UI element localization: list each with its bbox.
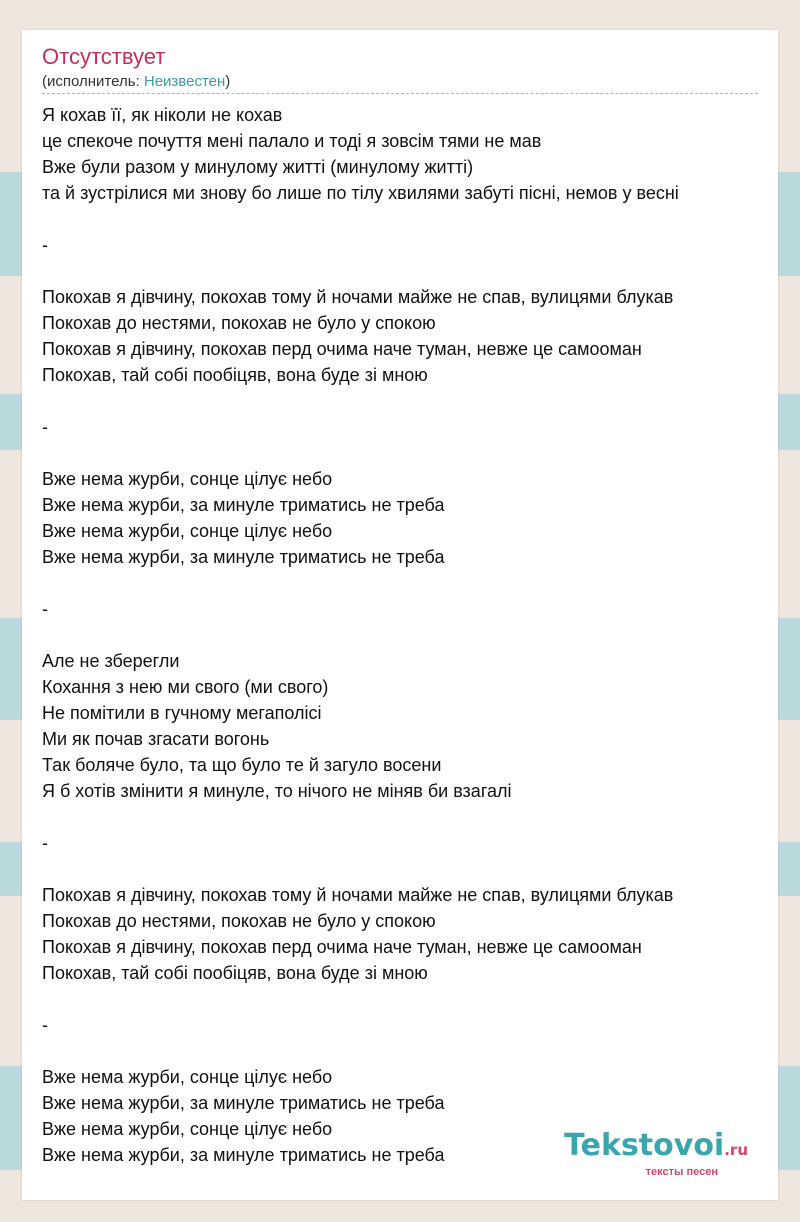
title-divider [42,93,758,94]
lyric-blank-line [42,856,772,882]
lyric-separator: - [42,235,48,255]
lyric-blank-line [42,1038,772,1064]
lyric-line: Покохав до нестями, покохав не було у спокою [42,911,436,931]
site-logo[interactable] [564,1130,748,1178]
lyric-line: Вже нема журби, за минуле триматись не треба [42,1093,445,1113]
lyric-line: Так боляче було, та що було те й загуло восени [42,755,442,775]
lyric-line: Покохав я дівчину, покохав тому й ночами майже не спав, вулицями блукав [42,885,674,905]
lyric-blank-line [42,986,772,1012]
artist-prefix: (исполнитель: [42,73,144,90]
song-title: Отсутствует [42,44,166,69]
lyric-line: це спекоче почуття мені палало и тоді я зовсім тями не мав [42,131,542,151]
lyric-line: Вже нема журби, за минуле триматись не треба [42,1145,445,1165]
lyric-blank-line [42,570,772,596]
lyric-line: Покохав я дівчину, покохав перд очима наче туман, невже це самооман [42,937,642,957]
logo-subtitle: тексты песен [645,1166,718,1178]
lyric-separator: - [42,417,48,437]
lyric-blank-line [42,804,772,830]
lyric-line: Але не зберегли [42,651,180,671]
lyric-line: та й зустрілися ми знову бо лише по тілу хвилями забуті пісні, немов у весні [42,183,679,203]
lyric-line: Покохав я дівчину, покохав перд очима наче туман, невже це самооман [42,339,642,359]
logo-main-text: Tekstovoi [564,1128,725,1163]
lyric-blank-line [42,388,772,414]
lyric-line: Вже нема журби, сонце цілує небо [42,1119,333,1139]
lyrics-body [42,102,772,1168]
lyric-blank-line [42,206,772,232]
lyric-line: Вже були разом у минулому житті (минулому житті) [42,157,474,177]
logo-wordmark [564,1130,748,1166]
lyric-line: Вже нема журби, сонце цілує небо [42,521,333,541]
artist-line [42,73,230,91]
lyric-line: Покохав до нестями, покохав не було у спокою [42,313,436,333]
lyric-separator: - [42,833,48,853]
artist-link[interactable]: Неизвестен [143,73,226,90]
logo-tld: .ru [724,1141,748,1159]
artist-suffix: ) [225,73,231,90]
lyric-separator: - [42,1015,48,1035]
lyric-line: Вже нема журби, сонце цілує небо [42,469,333,489]
lyric-line: Кохання з нею ми свого (ми свого) [42,677,329,697]
lyrics-card [22,30,778,1200]
lyric-blank-line [42,622,772,648]
lyric-separator: - [42,599,48,619]
lyric-line: Вже нема журби, за минуле триматись не треба [42,495,445,515]
lyric-blank-line [42,258,772,284]
lyric-line: Я б хотів змінити я минуле, то нічого не міняв би взагалі [42,781,512,801]
lyric-line: Я кохав її, як ніколи не кохав [42,105,283,125]
lyric-line: Не помітили в гучному мегаполісі [42,703,322,723]
lyric-line: Ми як почав згасати вогонь [42,729,270,749]
lyric-line: Покохав, тай собі пообіцяв, вона буде зі мною [42,963,428,983]
lyric-line: Покохав, тай собі пообіцяв, вона буде зі мною [42,365,428,385]
lyric-line: Вже нема журби, сонце цілує небо [42,1067,333,1087]
lyric-line: Покохав я дівчину, покохав тому й ночами майже не спав, вулицями блукав [42,287,674,307]
lyric-blank-line [42,440,772,466]
lyric-line: Вже нема журби, за минуле триматись не треба [42,547,445,567]
